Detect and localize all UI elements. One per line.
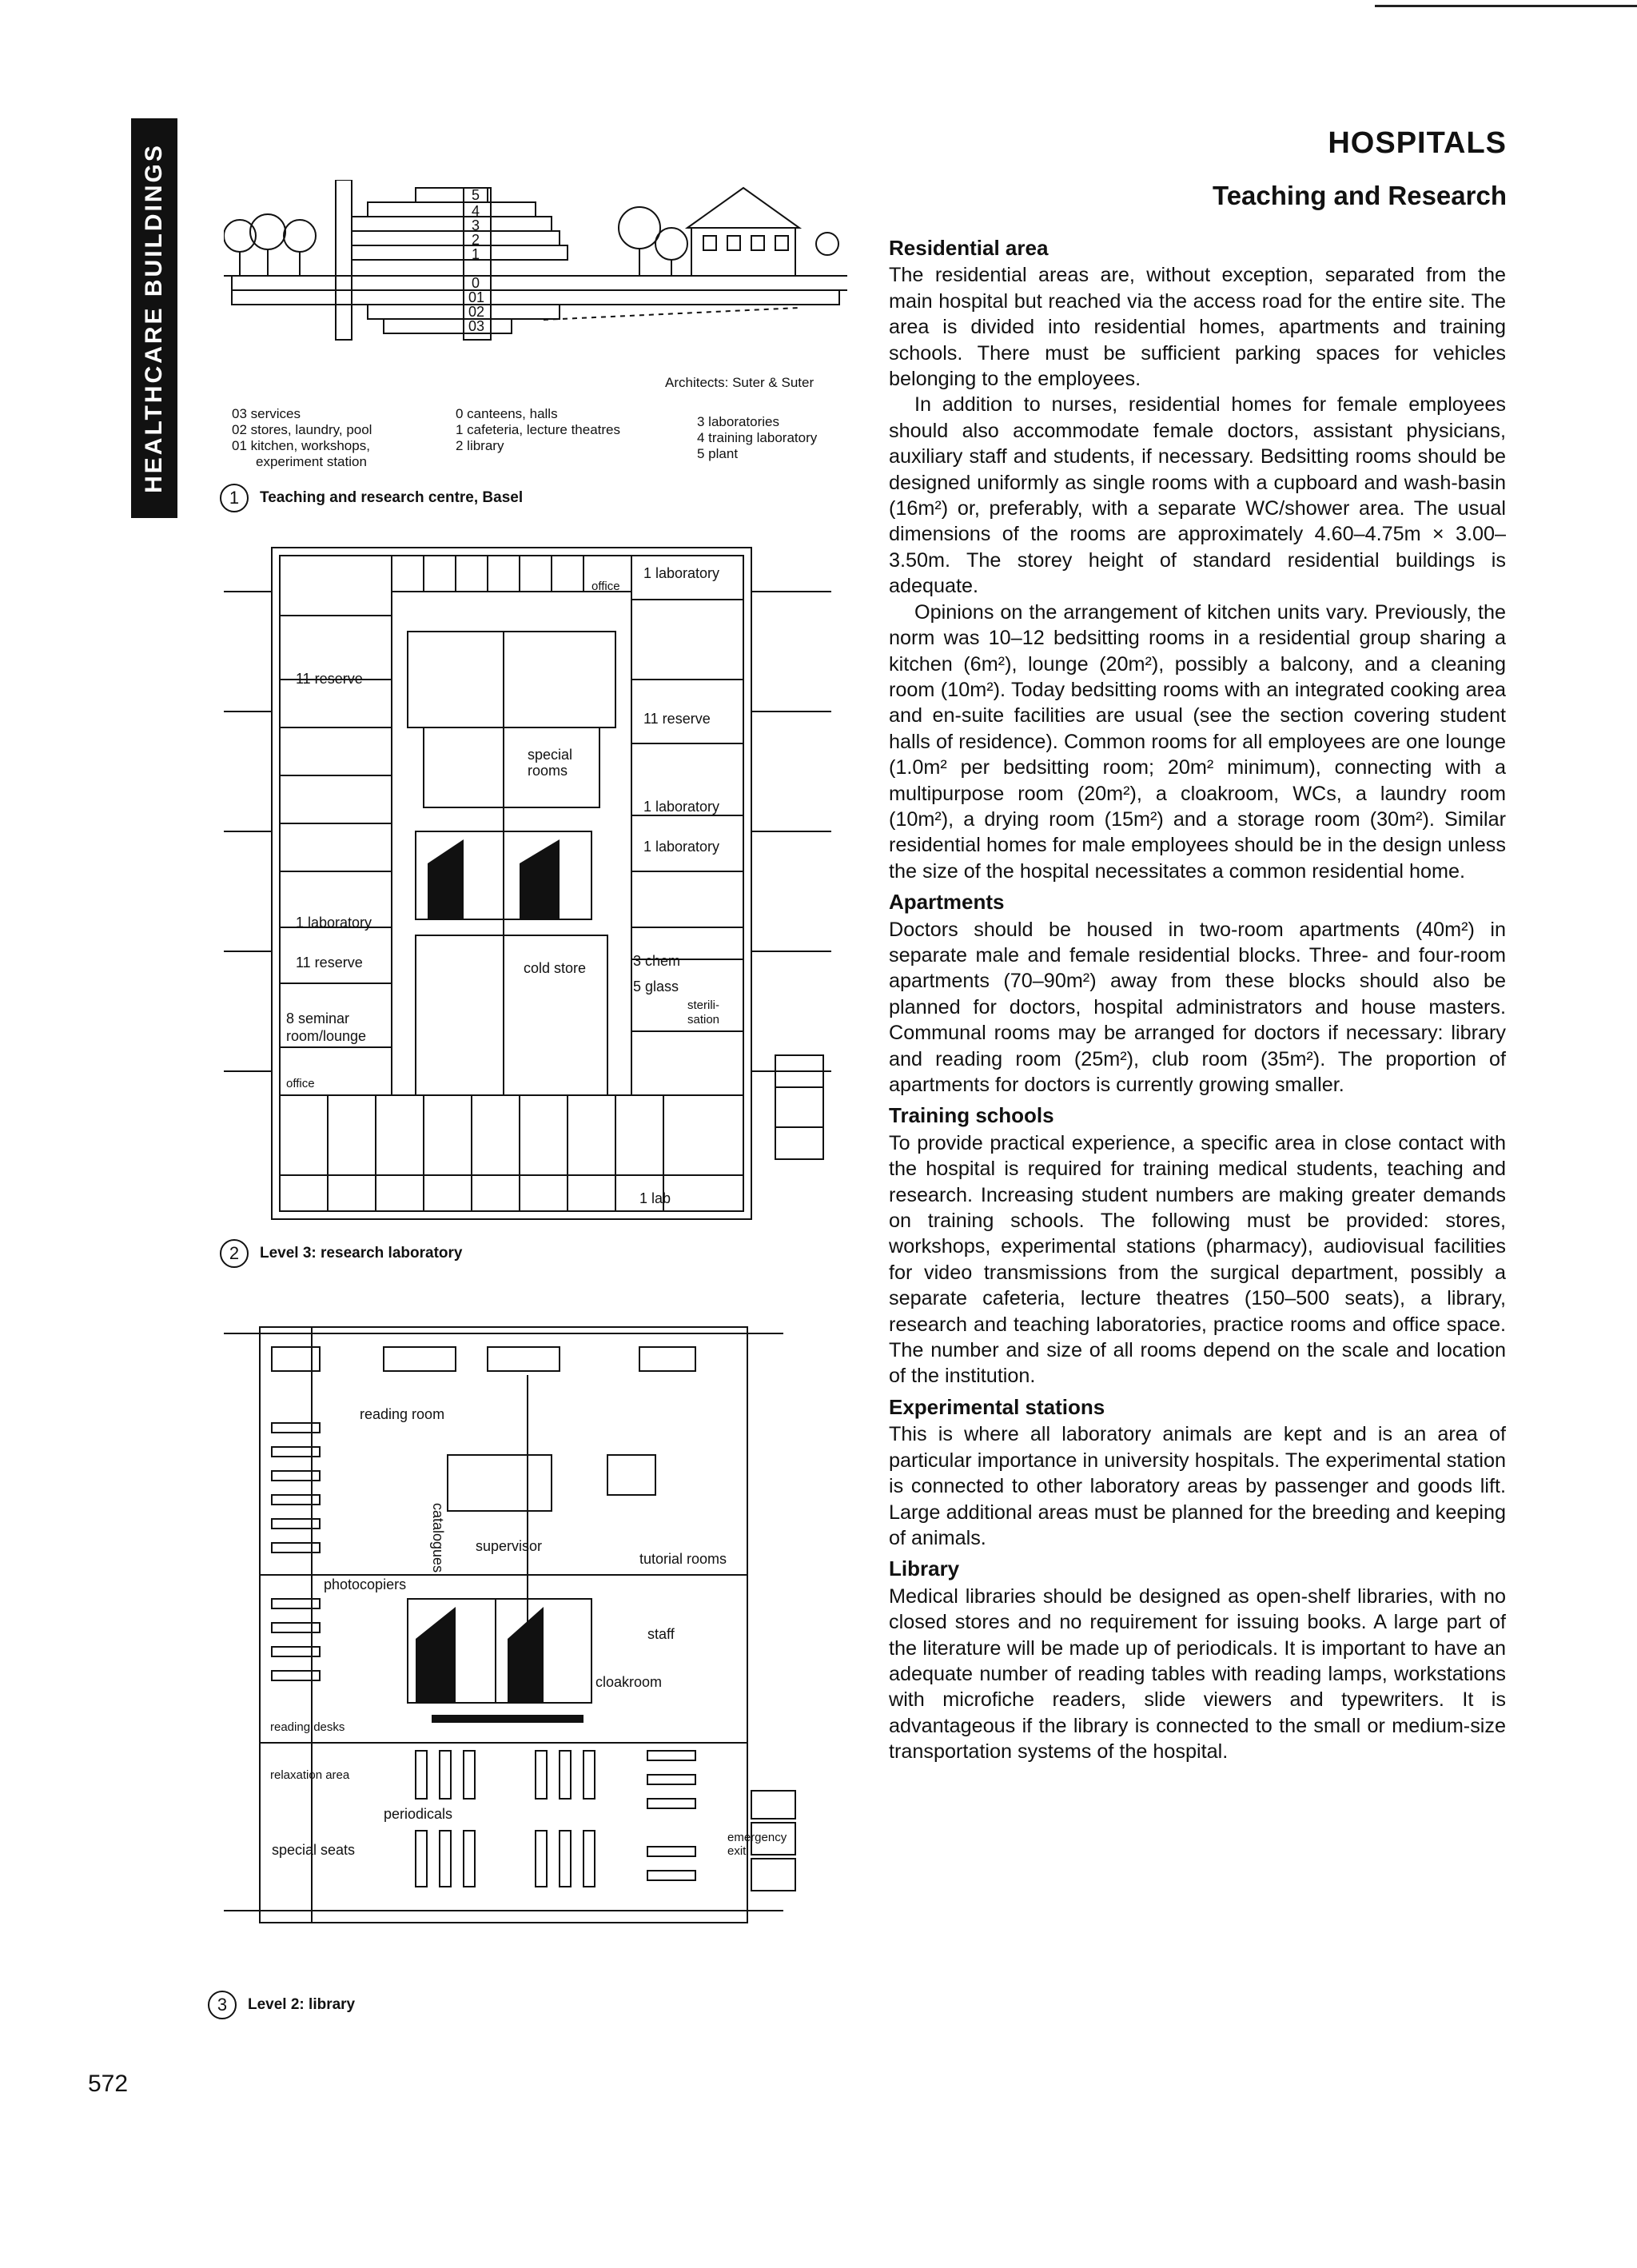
room-label: rooms [528,763,568,779]
section-training-schools [889,1102,1506,1389]
level-label: 01 [468,289,485,305]
room-label: 8 seminar [286,1010,350,1026]
library-floor-plan [224,1287,847,1959]
room-label: special [528,747,573,763]
room-label: emergency [727,1831,787,1844]
legend-item: experiment station [256,454,367,469]
room-label: office [286,1077,315,1090]
room-label: cold store [524,960,587,976]
architects-credit: Architects: Suter & Suter [665,375,815,390]
section-heading: Apartments [889,890,1005,915]
legend-item: 3 laboratories [697,414,780,429]
legend-column-1 [232,406,372,470]
level-label: 3 [472,217,480,233]
section-drawing [224,180,847,388]
room-label: 3 chem [633,953,681,969]
top-rule [1375,5,1637,7]
page-number: 572 [88,2071,129,2097]
room-label: office [591,580,620,593]
room-label: photocopiers [324,1576,407,1592]
paragraph: Medical libraries should be designed as open-shelf libraries, with no closed stores and no requirement for issuing books. A large part of the literature will be made up of periodicals. It is important to have an adequate number of reading tables with reading lamps, workstations with microfiche readers, slide viewers and typewriters. It is advantageous if the library is connected to the small or medium-size transportation systems of the hospital. [889,1584,1506,1764]
room-label: 1 laboratory [643,839,720,855]
room-label: 1 laboratory [643,799,720,815]
room-label: relaxation area [270,1768,350,1782]
caption-number: 3 [208,1991,237,2019]
legend-item: 4 training laboratory [697,430,818,445]
figure-3-caption [208,1991,355,2019]
room-label: 11 reserve [296,671,363,687]
room-label: supervisor [476,1538,543,1554]
room-label: exit [727,1844,747,1858]
legend-item: 1 cafeteria, lecture theatres [456,422,621,437]
level-label: 1 [472,246,480,262]
room-label: tutorial rooms [639,1551,727,1567]
room-label: 11 reserve [643,711,711,727]
level-label: 0 [472,275,480,291]
section-heading: Training schools [889,1103,1054,1128]
room-label: staff [647,1626,675,1642]
figure-1 [224,180,847,524]
room-label: cloakroom [595,1674,663,1690]
section-side-tab [131,118,177,518]
room-label: special seats [272,1842,356,1858]
paragraph: The residential areas are, without exception, separated from the main hospital but reached via the access road for the entire site. The area is divided into residential homes, apartments and training schools. There must be sufficient parking spaces for vehicles belonging to the employees. [889,264,1506,391]
section-heading: Experimental stations [889,1394,1105,1419]
figure-2-caption [220,1239,462,1268]
figure-1-caption [220,484,523,512]
legend-item: 5 plant [697,446,739,461]
caption-number: 1 [220,484,249,512]
section-library [889,1556,1506,1764]
legend-item: 0 canteens, halls [456,406,558,421]
caption-text: Teaching and research centre, Basel [260,489,524,506]
paragraph: This is where all laboratory animals are kept and is an area of particular importance in university hospitals. The experimental station is connected to other laboratory areas by passenger and goods lift. Large additional areas must be planned for the breeding and keeping of animals. [889,1423,1506,1549]
room-label: catalogues [430,1503,446,1573]
level-label: 5 [472,187,480,203]
page-subtitle: Teaching and Research [1212,181,1507,210]
section-heading: Residential area [889,236,1049,260]
room-label: periodicals [384,1806,453,1822]
room-label: reading desks [270,1720,345,1734]
level-label: 03 [468,318,485,334]
caption-number: 2 [220,1239,249,1268]
figure-2 [224,536,847,1271]
legend-item: 02 stores, laundry, pool [232,422,372,437]
room-label: 5 glass [633,979,679,994]
level-label: 4 [472,203,480,219]
room-label: sterili- [687,998,719,1012]
section-heading: Library [889,1557,960,1581]
caption-text: Level 2: library [248,1996,356,2013]
paragraph: To provide practical experience, a specific area in close contact with the hospital is required for training medical students, teaching and research. Increasing student numbers are making greater demands on training schools. The following must be provided: stores, workshops, experimental stations (pharmacy), audiovisual facilities for video transmissions from the surgical department, possibly a separate cafeteria, lecture theatres (150–500 seats), a library, research and teaching laboratories, practice rooms and office space. The number and size of all rooms depend on the scale and location of the institution. [889,1131,1506,1388]
figure-3 [217,1287,847,2023]
room-label: reading room [360,1406,445,1422]
paragraph: Opinions on the arrangement of kitchen units vary. Previously, the norm was 10–12 bedsitting rooms in a residential group sharing a kitchen (6m²), lounge (20m²), possibly a balcony, and a cleaning room (10m²). Today bedsitting rooms with an integrated cooking area and en-suite facilities are usual (see the section covering student halls of residence). Common rooms for all employees are one lounge (1.0m² per bedsitting room; 20m² minimum), connecting with a multipurpose room (20m²), a cloakroom, WCs, a laundry room (10m²), a drying room (15m²) and a storage room (30m²). Similar residential homes for male employees should be in the design unless the size of the hospital necessitates a common residential home. [889,600,1506,883]
room-label: 1 lab [639,1190,671,1206]
level-label: 02 [468,304,485,320]
legend-column-3 [697,414,817,462]
legend-item: 03 services [232,406,301,421]
paragraph: In addition to nurses, residential homes for female employees should also accommodate female doctors, assistant physicians, auxiliary staff and students, if necessary. Bedsitting rooms should be designed uniformly as single rooms with a cupboard and wash-basin (16m²) or, preferably, with a separate WC/shower area. The usual dimensions of the rooms are approximately 4.60–4.75m × 3.00–3.50m. The storey height of standard residential buildings is adequate. [889,393,1506,598]
room-label: room/lounge [286,1028,367,1044]
text-column [889,230,1506,1765]
legend-column-2 [456,406,620,454]
room-label: sation [687,1013,720,1026]
page-title: HOSPITALS [1328,126,1507,160]
section-experimental-stations [889,1394,1506,1551]
room-label: 1 laboratory [643,565,720,581]
side-tab-label: HEALTHCARE BUILDINGS [141,143,167,493]
paragraph: Doctors should be housed in two-room apartments (40m²) in separate male and female residential blocks. Three- and four-room apartments (70–90m²) away from these blocks should also be planned for doctors, hospital administrators and house masters. Communal rooms may be arranged for doctors if necessary: library and reading room (25m²), club room (35m²). The proportion of apartments for doctors is currently growing smaller. [889,918,1506,1096]
section-apartments [889,889,1506,1098]
lab-floor-plan [224,536,847,1223]
legend-item: 01 kitchen, workshops, [232,438,370,453]
room-label: 11 reserve [296,955,363,971]
level-label: 2 [472,232,480,248]
legend-item: 2 library [456,438,504,453]
caption-text: Level 3: research laboratory [260,1245,463,1262]
room-label: 1 laboratory [296,915,372,931]
section-residential-area [889,235,1506,884]
